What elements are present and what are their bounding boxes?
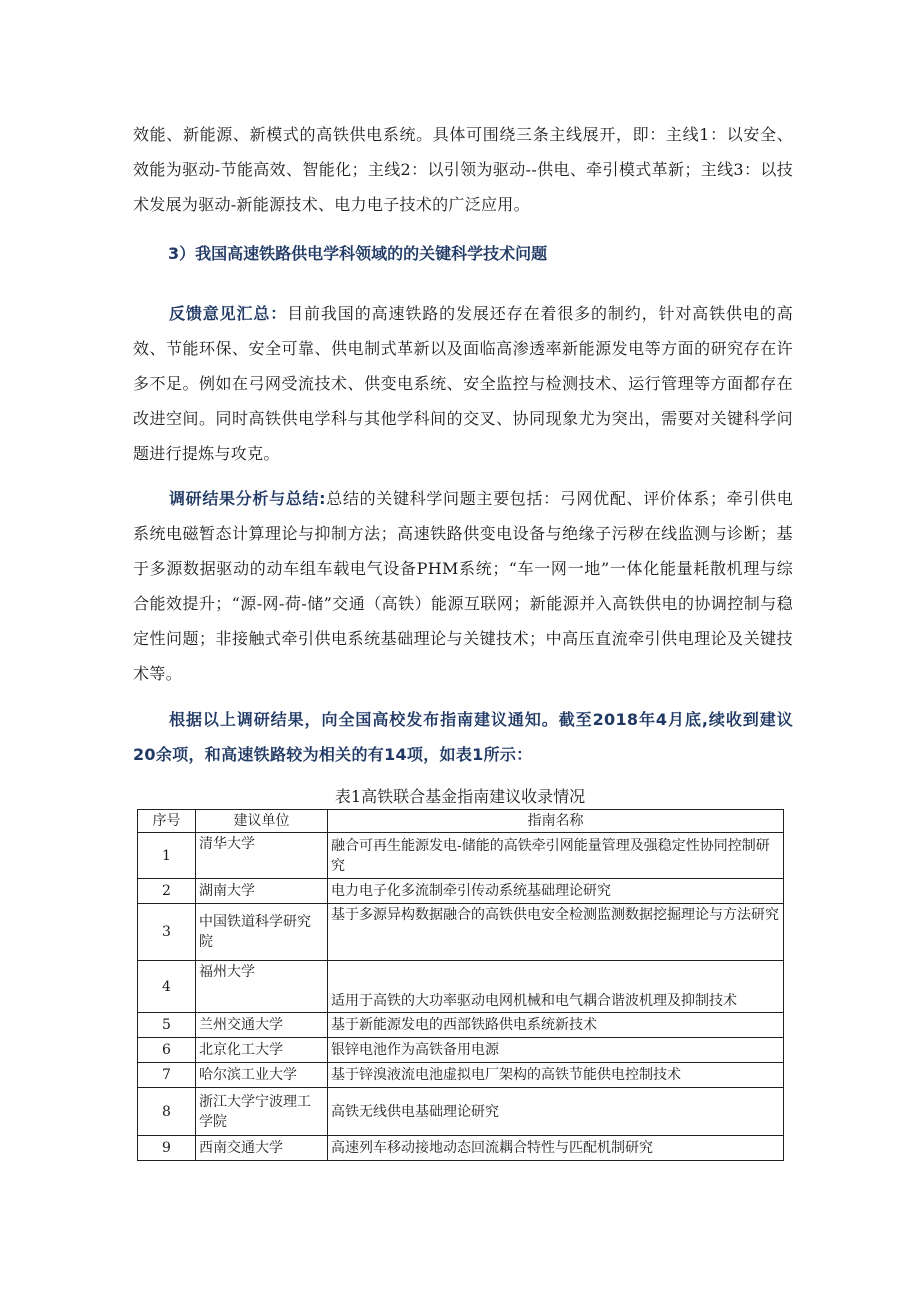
row-number: 2: [138, 879, 196, 904]
table-row: [138, 833, 784, 879]
row-guide-name: 银锌电池作为高铁备用电源: [328, 1038, 784, 1063]
row-unit: 兰州交通大学: [196, 1013, 328, 1038]
row-number: 7: [138, 1063, 196, 1088]
guide-suggestions-table: [137, 809, 784, 1161]
summary-paragraph: 根据以上调研结果，向全国高校发布指南建议通知。截至2018年4月底,续收到建议20余项，和高速铁路较为相关的有14项，如表1所示：: [133, 710, 793, 764]
row-unit: 北京化工大学: [196, 1038, 328, 1063]
intro-paragraph: 效能、新能源、新模式的高铁供电系统。具体可围绕三条主线展开，即：主线1：以安全、效能为驱动-节能高效、智能化；主线2：以引领为驱动--供电、牵引模式革新；主线3：以技术发展为驱动-新能源技术、电力电子技术的广泛应用。: [133, 125, 793, 214]
row-guide-name: 适用于高铁的大功率驱动电网机械和电气耦合谐波机理及抑制技术: [328, 961, 784, 1013]
row-guide-name: 基于锌溴液流电池虚拟电厂架构的高铁节能供电控制技术: [328, 1063, 784, 1088]
table-caption: 表1高铁联合基金指南建议收录情况: [334, 787, 586, 806]
row-guide-name: 高铁无线供电基础理论研究: [328, 1088, 784, 1136]
analysis-paragraph: [133, 481, 793, 691]
table-row: [138, 1013, 784, 1038]
row-guide-name: 融合可再生能源发电-储能的高铁牵引网能量管理及强稳定性协同控制研究: [328, 833, 784, 879]
row-unit: 福州大学: [196, 961, 328, 1013]
section-heading: 3）我国高速铁路供电学科领域的的关键科学技术问题: [168, 244, 548, 263]
table-row: [138, 879, 784, 904]
table-row: [138, 1088, 784, 1136]
feedback-paragraph: [133, 296, 793, 471]
table-row: [138, 961, 784, 1013]
row-guide-name: 基于多源异构数据融合的高铁供电安全检测监测数据挖掘理论与方法研究: [328, 904, 784, 961]
row-unit: 哈尔滨工业大学: [196, 1063, 328, 1088]
row-unit: 浙江大学宁波理工学院: [196, 1088, 328, 1136]
row-guide-name: 电力电子化多流制牵引传动系统基础理论研究: [328, 879, 784, 904]
row-unit: 清华大学: [196, 833, 328, 879]
analysis-text: 总结的关键科学问题主要包括：弓网优配、评价体系；牵引供电系统电磁暂态计算理论与抑制方法；高速铁路供变电设备与绝缘子污秽在线监测与诊断；基于多源数据驱动的动车组车载电气设备PHM系统；“车一网一地”一体化能量耗散机理与综合能效提升；“源-网-荷-储”交通（高铁）能源互联网；新能源并入高铁供电的协调控制与稳定性问题；非接触式牵引供电系统基础理论与关键技术；中高压直流牵引供电理论及关键技术等。: [133, 489, 793, 683]
row-number: 5: [138, 1013, 196, 1038]
row-number: 6: [138, 1038, 196, 1063]
row-guide-name: 基于新能源发电的西部铁路供电系统新技术: [328, 1013, 784, 1038]
table-row: [138, 1063, 784, 1088]
row-unit: 湖南大学: [196, 879, 328, 904]
row-number: 4: [138, 961, 196, 1013]
table-row: [138, 1038, 784, 1063]
table-row: [138, 904, 784, 961]
header-guide-name: 指南名称: [328, 810, 784, 833]
analysis-label: 调研结果分析与总结:: [169, 489, 326, 508]
row-number: 8: [138, 1088, 196, 1136]
table-header-row: [138, 810, 784, 833]
feedback-text: 目前我国的高速铁路的发展还存在着很多的制约，针对高铁供电的高效、节能环保、安全可靠、供电制式革新以及面临高渗透率新能源发电等方面的研究存在许多不足。例如在弓网受流技术、供变电系统、安全监控与检测技术、运行管理等方面都存在改进空间。同时高铁供电学科与其他学科间的交叉、协同现象尤为突出，需要对关键科学问题进行提炼与攻克。: [133, 304, 793, 463]
row-unit: 西南交通大学: [196, 1136, 328, 1161]
row-guide-name: 高速列车移动接地动态回流耦合特性与匹配机制研究: [328, 1136, 784, 1161]
row-number: 9: [138, 1136, 196, 1161]
header-number: 序号: [138, 810, 196, 833]
row-unit: 中国铁道科学研究院: [196, 904, 328, 961]
feedback-label: 反馈意见汇总：: [169, 304, 288, 323]
row-number: 1: [138, 833, 196, 879]
header-unit: 建议单位: [196, 810, 328, 833]
row-number: 3: [138, 904, 196, 961]
table-row: [138, 1136, 784, 1161]
